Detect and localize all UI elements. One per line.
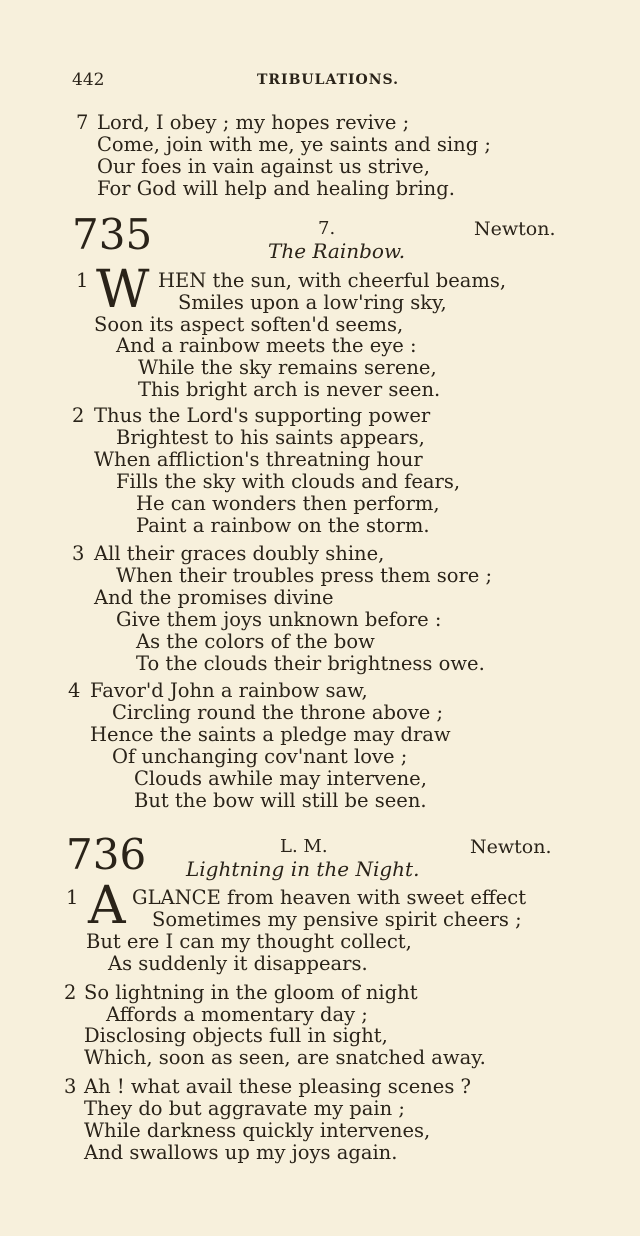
verse-line: And a rainbow meets the eye : xyxy=(116,334,417,357)
verse-line: As the colors of the bow xyxy=(136,630,375,653)
verse-number: 4 xyxy=(68,679,81,702)
verse-line: Paint a rainbow on the storm. xyxy=(136,514,430,537)
verse-line: They do but aggravate my pain ; xyxy=(84,1097,405,1120)
verse-line: He can wonders then perform, xyxy=(136,492,440,515)
drop-cap: A xyxy=(88,876,126,936)
verse-line: And the promises divine xyxy=(94,586,334,609)
drop-cap: W xyxy=(96,260,150,320)
verse-line: When their troubles press them sore ; xyxy=(116,564,493,587)
verse-line: Hence the saints a pledge may draw xyxy=(90,723,451,746)
verse-line: But the bow will still be seen. xyxy=(134,789,427,812)
verse-line: All their graces doubly shine, xyxy=(94,542,385,565)
verse-line: Sometimes my pensive spirit cheers ; xyxy=(152,908,522,931)
page-header xyxy=(72,70,552,94)
verse-line: Favor'd John a rainbow saw, xyxy=(90,679,368,702)
verse-line: But ere I can my thought collect, xyxy=(86,930,412,953)
running-title: TRIBULATIONS. xyxy=(257,72,400,88)
verse-line: Smiles upon a low'ring sky, xyxy=(178,291,447,314)
verse-line: As suddenly it disappears. xyxy=(108,952,368,975)
verse-line: Disclosing objects full in sight, xyxy=(84,1024,388,1047)
verse-line: Of unchanging cov'nant love ; xyxy=(112,745,408,768)
verse-line: Come, join with me, ye saints and sing ; xyxy=(97,133,491,156)
page-number: 442 xyxy=(72,70,105,90)
verse-number: 7 xyxy=(76,111,89,134)
verse-line: Circling round the throne above ; xyxy=(112,701,444,724)
verse-line: Give them joys unknown before : xyxy=(116,608,442,631)
verse-line: While the sky remains serene, xyxy=(138,356,437,379)
hymn-title: The Rainbow. xyxy=(268,239,406,263)
verse-line: Lord, I obey ; my hopes revive ; xyxy=(97,111,410,134)
verse-line: When affliction's threatning hour xyxy=(94,448,423,471)
verse-line: Thus the Lord's supporting power xyxy=(94,404,431,427)
verse-line: HEN the sun, with cheerful beams, xyxy=(158,269,507,292)
tune-name: Newton. xyxy=(470,836,552,858)
hymn-title: Lightning in the Night. xyxy=(186,857,420,881)
verse-line: Ah ! what avail these pleasing scenes ? xyxy=(84,1075,472,1098)
verse-line: Fills the sky with clouds and fears, xyxy=(116,470,461,493)
hymn-number: 736 xyxy=(66,830,147,879)
verse-line: Affords a momentary day ; xyxy=(106,1003,368,1026)
tune-name: Newton. xyxy=(474,218,556,240)
verse-number: 2 xyxy=(64,981,77,1004)
verse-line: Brightest to his saints appears, xyxy=(116,426,425,449)
hymn-meter: 7. xyxy=(318,218,336,239)
verse-line: To the clouds their brightness owe. xyxy=(136,652,485,675)
verse-line: Our foes in vain against us strive, xyxy=(97,155,430,178)
hymn-meter: L. M. xyxy=(280,836,328,857)
verse-number: 2 xyxy=(72,404,85,427)
verse-line: While darkness quickly intervenes, xyxy=(84,1119,431,1142)
verse-line: Clouds awhile may intervene, xyxy=(134,767,427,790)
verse-number: 1 xyxy=(76,269,89,292)
verse-number: 3 xyxy=(72,542,85,565)
verse-line: And swallows up my joys again. xyxy=(84,1141,398,1164)
verse-number: 3 xyxy=(64,1075,77,1098)
verse-line: GLANCE from heaven with sweet effect xyxy=(132,886,527,909)
verse-line: Which, soon as seen, are snatched away. xyxy=(84,1046,486,1069)
verse-line: So lightning in the gloom of night xyxy=(84,981,418,1004)
hymn-number: 735 xyxy=(72,210,153,259)
verse-line: Soon its aspect soften'd seems, xyxy=(94,313,404,336)
verse-line: This bright arch is never seen. xyxy=(138,378,441,401)
verse-number: 1 xyxy=(66,886,79,909)
verse-line: For God will help and healing bring. xyxy=(97,177,455,200)
